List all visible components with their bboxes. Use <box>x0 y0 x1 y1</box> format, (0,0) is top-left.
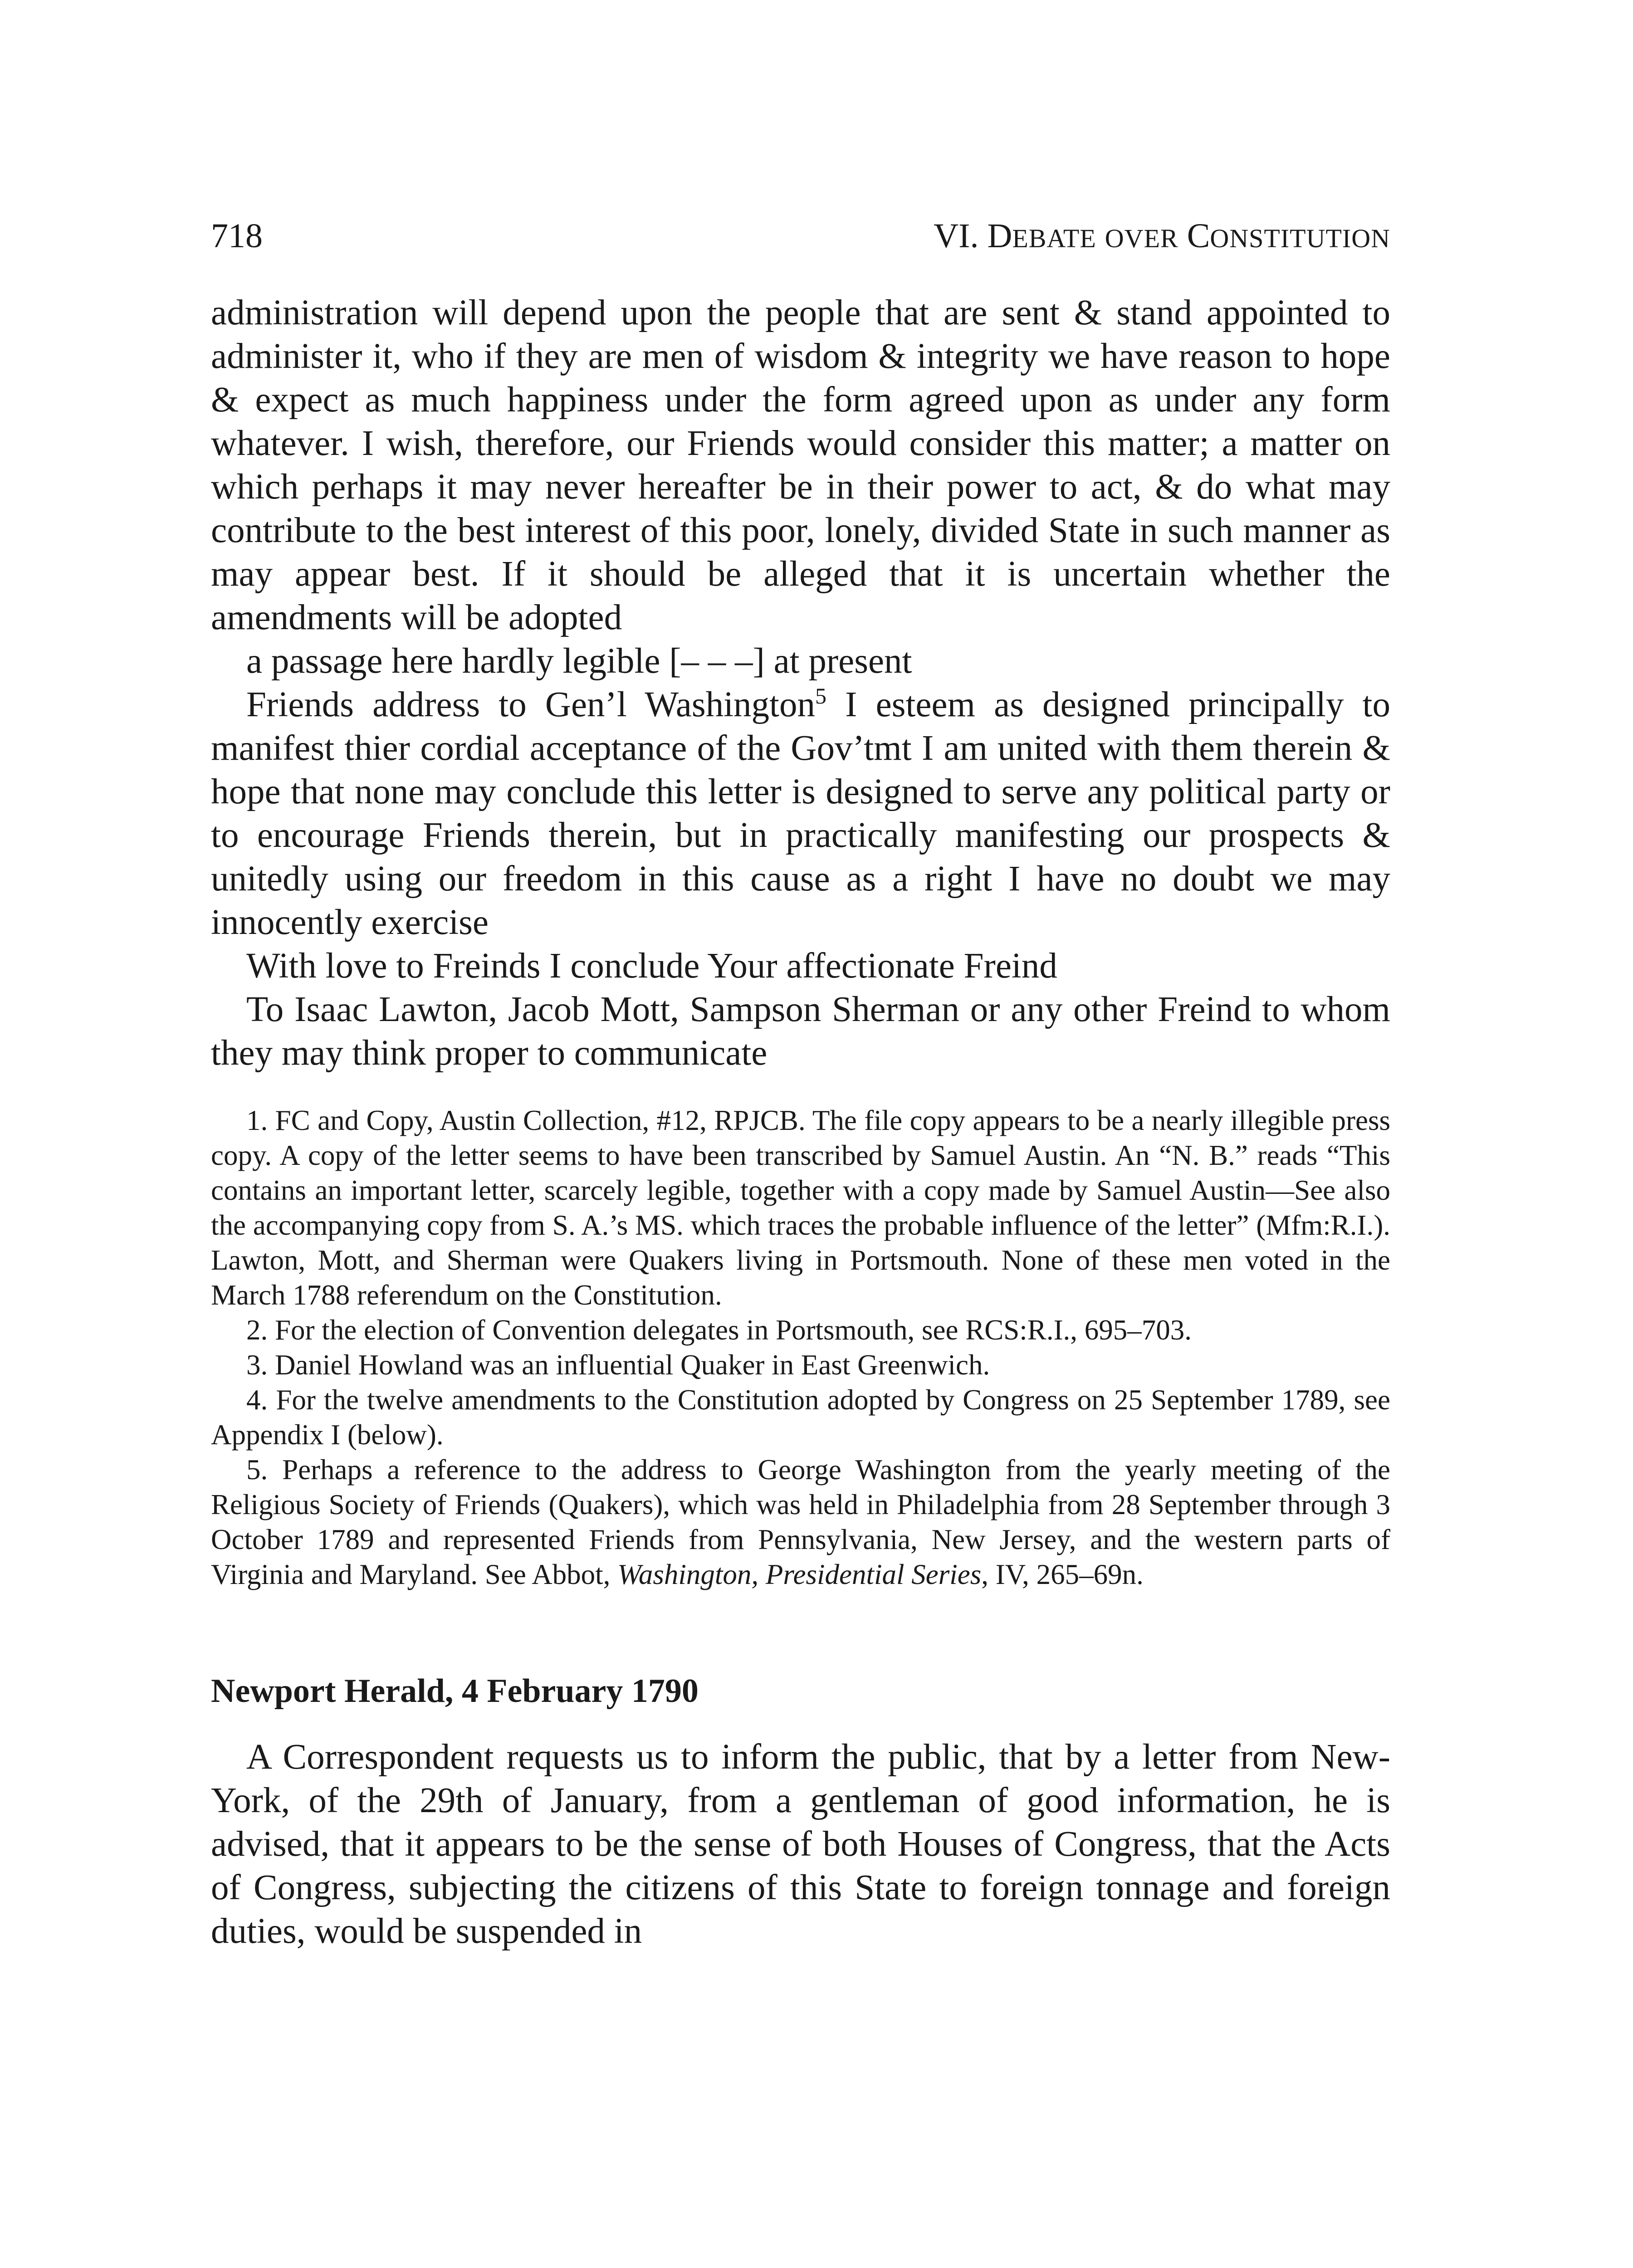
section-body <box>211 1735 1390 1953</box>
footnote-ref: 5 <box>815 683 826 709</box>
section-paragraph: A Correspondent requests us to inform the public, that by a letter from New-York, of the 29th of January, from a gentleman of good information, he is advised, that it appears to be the sense of both Houses of Congress, that the Acts of Congress, subjecting the citizens of this State to foreign tonnage and foreign duties, would be suspended in <box>211 1737 1390 1951</box>
running-title-onstitution: ONSTITUTION <box>1210 224 1390 253</box>
letter-text: I esteem as designed principally to manifest thier cordial acceptance of the Gov’tmt I am united with them therein & hope that none may conclude this letter is designed to serve any political party or to encourage Friends therein, but in practically manifesting our prospects & unitedly using our freedom in this cause as a right I have no doubt we may innocently exercise <box>211 685 1391 942</box>
footnote-text: 5. Perhaps a reference to the address to George Washington from the yearly meeting of the Religious Society of Friends (Quakers), which was held in Philadelphia from 28 September through 3 October 1789 and represented Friends from Pennsylvania, New Jersey, and the western parts of Virginia and Maryland. See Abbot, <box>211 1454 1390 1590</box>
footnote-italic-title: Washington, Presidential Series <box>617 1559 982 1590</box>
footnote: 1. FC and Copy, Austin Collection, #12, RPJCB. The file copy appears to be a nearly illegible press copy. A copy of the letter seems to have been transcribed by Samuel Austin. An “N. B.” reads “This contains an important letter, scarcely legible, together with a copy made by Samuel Austin—See also the accompanying copy from S. A.’s MS. which traces the probable influence of the letter” (Mfm:R.I.). Lawton, Mott, and Sherman were Quakers living in Portsmouth. None of these men voted in the March 1788 referendum on the Constitution. <box>211 1105 1390 1311</box>
footnote: 2. For the election of Convention delegates in Portsmouth, see RCS:R.I., 695–703. <box>246 1314 1192 1346</box>
running-title-roman: VI. <box>934 217 979 255</box>
letter-body <box>211 291 1390 1075</box>
letter-paragraph: administration will depend upon the people that are sent & stand appointed to administer it, who if they are men of wisdom & integrity we have reason to hope & expect as much happiness under the form agreed upon as under any form whatever. I wish, therefore, our Friends would consider this matter; a matter on which perhaps it may never hereafter be in their power to act, & do what may contribute to the best interest of this poor, lonely, divided State in such manner as may appear best. If it should be alleged that it is uncertain whether the amendments will be adopted <box>211 293 1390 637</box>
letter-paragraph: a passage here hardly legible [– – –] at present <box>246 641 912 681</box>
section-heading: Newport Herald, 4 February 1790 <box>211 1672 699 1710</box>
running-title <box>934 213 1390 261</box>
footnote: 4. For the twelve amendments to the Constitution adopted by Congress on 25 September 1789, see Appendix I (below). <box>211 1384 1390 1451</box>
document-page <box>211 213 1390 1953</box>
page-number: 718 <box>211 217 263 255</box>
footnotes <box>211 1103 1390 1592</box>
running-title-d: D <box>987 217 1012 255</box>
running-title-ebate: EBATE <box>1012 224 1096 253</box>
footnote-text: , IV, 265–69n. <box>981 1559 1144 1590</box>
letter-paragraph <box>211 683 1390 944</box>
running-head <box>211 213 1390 259</box>
footnote: 3. Daniel Howland was an influential Quaker in East Greenwich. <box>246 1349 990 1381</box>
running-title-c: C <box>1187 217 1210 255</box>
letter-text: Friends address to Gen’l Washington <box>246 685 815 724</box>
footnote <box>211 1452 1390 1592</box>
running-title-over: OVER <box>1105 224 1178 253</box>
letter-addressees: To Isaac Lawton, Jacob Mott, Sampson Sherman or any other Freind to whom they may think proper to communicate <box>211 990 1390 1073</box>
letter-closing: With love to Freinds I conclude Your affectionate Freind <box>246 946 1057 986</box>
